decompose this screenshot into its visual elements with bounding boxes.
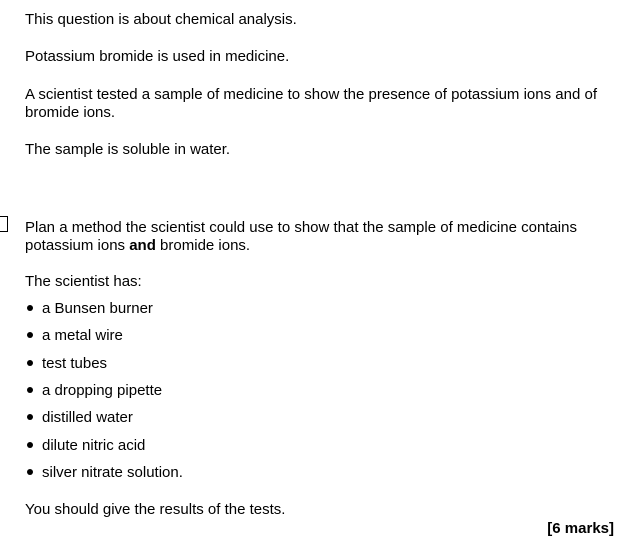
list-item xyxy=(25,437,145,455)
list-item xyxy=(25,382,162,400)
list-item-text: dilute nitric acid xyxy=(42,437,146,454)
question-prompt-prefix: Plan a method the scientist could use to show that the sample of medicine contains potassium ions xyxy=(25,219,577,254)
list-item-text: silver nitrate solution. xyxy=(42,464,183,481)
question-prompt-bold: and xyxy=(129,237,156,254)
bullet-icon xyxy=(27,360,33,366)
bullet-icon xyxy=(27,469,33,475)
bullet-icon xyxy=(27,305,33,311)
list-item-text: distilled water xyxy=(42,409,133,426)
list-item xyxy=(25,327,123,345)
intro-medicine: Potassium bromide is used in medicine. xyxy=(25,48,290,65)
list-item xyxy=(25,300,153,318)
question-prompt xyxy=(25,219,605,255)
list-item xyxy=(25,355,107,373)
bullet-icon xyxy=(27,387,33,393)
list-item xyxy=(25,464,183,482)
bullet-icon xyxy=(27,332,33,338)
bullet-icon xyxy=(27,442,33,448)
intro-topic: This question is about chemical analysis. xyxy=(25,11,297,28)
list-item-text: a Bunsen burner xyxy=(42,300,153,317)
list-item-text: a metal wire xyxy=(42,327,123,344)
answer-checkbox[interactable] xyxy=(0,216,8,232)
intro-soluble: The sample is soluble in water. xyxy=(25,141,231,158)
bullet-icon xyxy=(27,414,33,420)
marks-label: [6 marks] xyxy=(547,520,614,537)
intro-scientist: A scientist tested a sample of medicine to show the presence of potassium ions and of bromide ions. xyxy=(25,86,597,121)
results-instruction: You should give the results of the tests. xyxy=(25,501,286,518)
list-item-text: a dropping pipette xyxy=(42,382,163,399)
question-prompt-suffix: bromide ions. xyxy=(155,237,251,254)
list-item xyxy=(25,409,133,427)
list-item-text: test tubes xyxy=(42,355,108,372)
equipment-intro: The scientist has: xyxy=(25,273,142,290)
